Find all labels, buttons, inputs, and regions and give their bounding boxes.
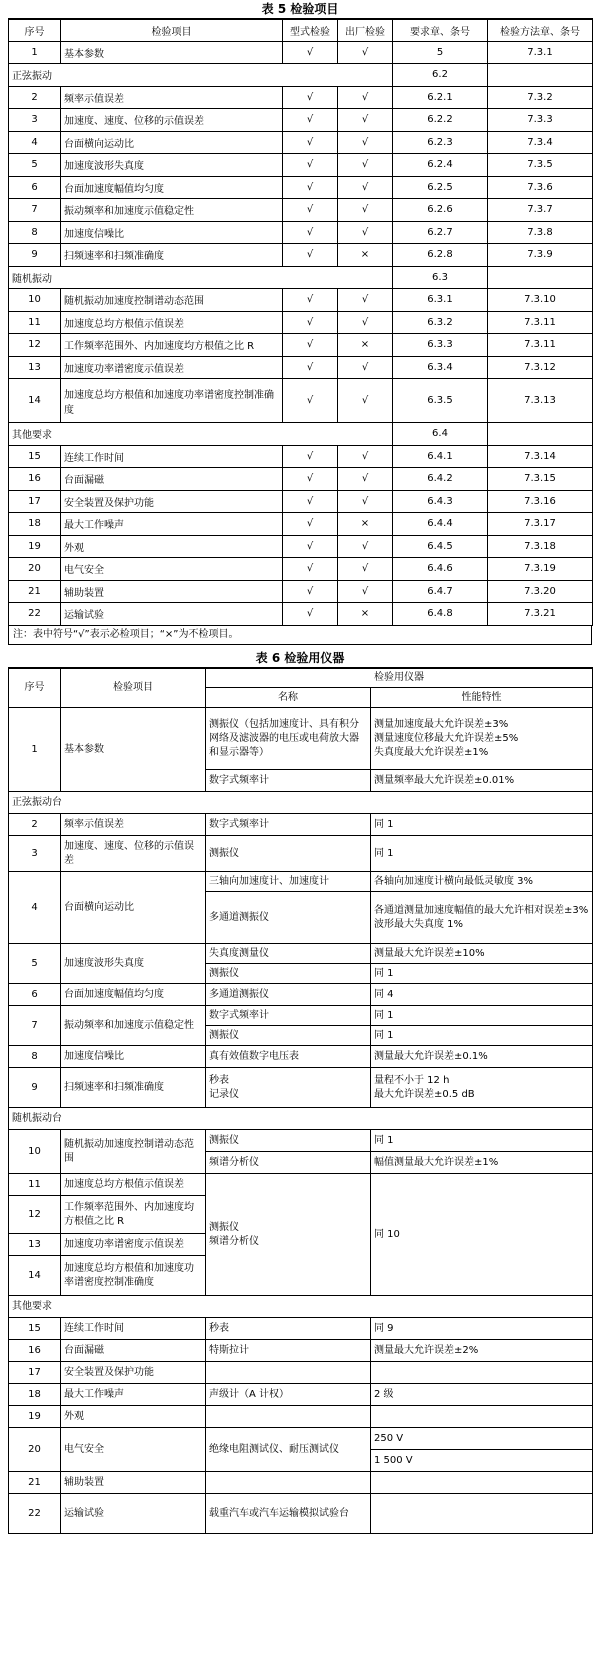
row-number: 17	[9, 490, 61, 513]
item-name: 工作频率范围外、内加速度均方根值之比 R	[61, 1196, 206, 1234]
table5-caption: 表 5 检验项目	[261, 2, 339, 16]
item-name: 工作频率范围外、内加速度均方根值之比 R	[61, 334, 283, 357]
row-number: 12	[9, 334, 61, 357]
table-row	[9, 334, 593, 357]
factory-test-mark: √	[338, 379, 393, 423]
type-test-mark: √	[283, 289, 338, 312]
performance-cell: 同 1	[371, 836, 593, 872]
row-number: 3	[9, 836, 61, 872]
performance-line: 各通道测量加速度幅值的最大允许相对误差±3%	[374, 904, 589, 916]
table-row	[9, 356, 593, 379]
requirement-clause: 6.3.5	[393, 379, 488, 423]
table-row	[9, 41, 593, 64]
row-number: 22	[9, 603, 61, 626]
item-name: 加速度、速度、位移的示值误差	[61, 109, 283, 132]
factory-test-mark: ×	[338, 334, 393, 357]
row-number: 1	[9, 41, 61, 64]
row-number: 18	[9, 1384, 61, 1406]
table-row	[9, 199, 593, 222]
requirement-clause: 6.3.3	[393, 334, 488, 357]
method-clause: 7.3.9	[488, 244, 593, 267]
performance-cell: 各轴向加速度计横向最低灵敏度 3%	[371, 872, 593, 892]
type-test-mark: √	[283, 580, 338, 603]
requirement-clause: 6.2.6	[393, 199, 488, 222]
instrument-name: 测振仪	[206, 836, 371, 872]
row-number: 11	[9, 311, 61, 334]
requirement-clause: 6.4.8	[393, 603, 488, 626]
section-name: 其他要求	[9, 423, 393, 446]
row-number: 7	[9, 199, 61, 222]
table-row	[9, 289, 593, 312]
instrument-name: 绝缘电阻测试仪、耐压测试仪	[206, 1428, 371, 1472]
performance-cell: 幅值测量最大允许误差±1%	[371, 1152, 593, 1174]
type-test-mark: √	[283, 199, 338, 222]
table-row	[9, 131, 593, 154]
performance-cell: 同 9	[371, 1318, 593, 1340]
instrument-name	[206, 1472, 371, 1494]
header-cell: 检验项目	[61, 668, 206, 708]
type-test-mark: √	[283, 490, 338, 513]
method-clause: 7.3.11	[488, 334, 593, 357]
item-name: 最大工作噪声	[61, 1384, 206, 1406]
section-name: 随机振动	[9, 266, 393, 289]
item-name: 振动频率和加速度示值稳定性	[61, 199, 283, 222]
performance-cell: 同 10	[371, 1174, 593, 1296]
table-row	[9, 490, 593, 513]
table-row	[9, 244, 593, 267]
table-row	[9, 379, 593, 423]
row-number: 7	[9, 1006, 61, 1046]
instrument-name: 频谱分析仪	[206, 1152, 371, 1174]
method-clause: 7.3.13	[488, 379, 593, 423]
requirement-clause: 6.4.2	[393, 468, 488, 491]
instrument-line: 频谱分析仪	[209, 1235, 259, 1247]
performance-line: 失真度最大允许误差±1%	[374, 746, 489, 758]
performance-cell: 测量最大允许误差±2%	[371, 1340, 593, 1362]
item-name: 扫频速率和扫频准确度	[61, 244, 283, 267]
item-name: 加速度信噪比	[61, 1046, 206, 1068]
factory-test-mark: √	[338, 535, 393, 558]
table-row	[9, 221, 593, 244]
item-name: 台面加速度幅值均匀度	[61, 984, 206, 1006]
method-clause: 7.3.20	[488, 580, 593, 603]
item-name: 基本参数	[61, 41, 283, 64]
item-name: 外观	[61, 535, 283, 558]
performance-line: 测量加速度最大允许误差±3%	[374, 718, 509, 730]
performance-cell: 1 500 V	[371, 1450, 593, 1472]
table-row	[9, 535, 593, 558]
factory-test-mark: √	[338, 176, 393, 199]
factory-test-mark: √	[338, 356, 393, 379]
item-name: 外观	[61, 1406, 206, 1428]
performance-cell	[371, 708, 593, 770]
requirement-clause: 6.3	[393, 266, 488, 289]
factory-test-mark: √	[338, 199, 393, 222]
method-clause: 7.3.18	[488, 535, 593, 558]
row-number: 14	[9, 379, 61, 423]
instrument-name: 三轴向加速度计、加速度计	[206, 872, 371, 892]
row-number: 21	[9, 1472, 61, 1494]
section-row	[9, 64, 593, 87]
method-clause: 7.3.4	[488, 131, 593, 154]
requirement-clause: 6.4.4	[393, 513, 488, 536]
factory-test-mark: ×	[338, 513, 393, 536]
factory-test-mark: √	[338, 86, 393, 109]
factory-test-mark: √	[338, 580, 393, 603]
row-number: 5	[9, 944, 61, 984]
row-number: 19	[9, 535, 61, 558]
row-number: 11	[9, 1174, 61, 1196]
type-test-mark: √	[283, 334, 338, 357]
row-number: 9	[9, 1068, 61, 1108]
performance-cell: 同 1	[371, 814, 593, 836]
row-number: 20	[9, 558, 61, 581]
item-name: 基本参数	[61, 708, 206, 792]
method-clause: 7.3.7	[488, 199, 593, 222]
item-name: 振动频率和加速度示值稳定性	[61, 1006, 206, 1046]
instrument-name: 多通道测振仪	[206, 984, 371, 1006]
requirement-clause: 6.4.1	[393, 445, 488, 468]
requirement-clause: 6.2	[393, 64, 488, 87]
factory-test-mark: √	[338, 558, 393, 581]
instrument-name	[206, 1362, 371, 1384]
row-number: 13	[9, 356, 61, 379]
factory-test-mark: √	[338, 445, 393, 468]
item-name: 运输试验	[61, 603, 283, 626]
type-test-mark: √	[283, 221, 338, 244]
requirement-clause: 6.3.4	[393, 356, 488, 379]
header-cell: 名称	[206, 688, 371, 708]
performance-cell: 同 1	[371, 1130, 593, 1152]
method-clause: 7.3.3	[488, 109, 593, 132]
row-number: 10	[9, 289, 61, 312]
instrument-line: 测振仪	[209, 1221, 239, 1233]
instrument-name: 数字式频率计	[206, 1006, 371, 1026]
method-clause: 7.3.1	[488, 41, 593, 64]
item-name: 台面横向运动比	[61, 872, 206, 944]
method-clause	[488, 64, 593, 87]
type-test-mark: √	[283, 244, 338, 267]
method-clause: 7.3.10	[488, 289, 593, 312]
requirement-clause: 6.2.4	[393, 154, 488, 177]
performance-cell: 250 V	[371, 1428, 593, 1450]
table6-caption: 表 6 检验用仪器	[255, 650, 345, 665]
instrument-name: 测振仪	[206, 964, 371, 984]
method-clause: 7.3.5	[488, 154, 593, 177]
type-test-mark: √	[283, 41, 338, 64]
method-clause: 7.3.19	[488, 558, 593, 581]
table-row	[9, 311, 593, 334]
row-number: 2	[9, 86, 61, 109]
method-clause: 7.3.8	[488, 221, 593, 244]
performance-cell	[371, 1068, 593, 1108]
instrument-name: 载重汽车或汽车运输模拟试验台	[206, 1494, 371, 1534]
row-number: 2	[9, 814, 61, 836]
header-cell: 性能特性	[371, 688, 593, 708]
method-clause	[488, 266, 593, 289]
type-test-mark: √	[283, 535, 338, 558]
row-number: 8	[9, 221, 61, 244]
performance-cell: 测量最大允许误差±10%	[371, 944, 593, 964]
table-row	[9, 109, 593, 132]
item-name: 辅助装置	[61, 580, 283, 603]
type-test-mark: √	[283, 445, 338, 468]
factory-test-mark: √	[338, 41, 393, 64]
header-cell: 出厂检验	[338, 19, 393, 41]
table-row	[9, 513, 593, 536]
performance-line: 波形最大失真度 1%	[374, 918, 464, 930]
item-name: 加速度总均方根值示值误差	[61, 1174, 206, 1196]
header-cell: 检验方法章、条号	[488, 19, 593, 41]
factory-test-mark: √	[338, 311, 393, 334]
row-number: 15	[9, 1318, 61, 1340]
instrument-name	[206, 1406, 371, 1428]
instrument-name: 秒表	[206, 1318, 371, 1340]
method-clause: 7.3.17	[488, 513, 593, 536]
item-name: 加速度总均方根值和加速度功率谱密度控制准确度	[61, 379, 283, 423]
row-number: 22	[9, 1494, 61, 1534]
table5-note: 注：表中符号“√”表示必检项目；“×”为不检项目。	[8, 626, 592, 645]
performance-cell	[371, 1406, 593, 1428]
requirement-clause: 6.2.8	[393, 244, 488, 267]
instrument-name: 声级计（A 计权）	[206, 1384, 371, 1406]
item-name: 随机振动加速度控制谱动态范围	[61, 1130, 206, 1174]
header-cell: 序号	[9, 19, 61, 41]
section-row	[9, 423, 593, 446]
instrument-name	[206, 1068, 371, 1108]
performance-cell	[371, 1494, 593, 1534]
section-row: 正弦振动台	[9, 792, 593, 814]
method-clause: 7.3.11	[488, 311, 593, 334]
performance-cell: 测量频率最大允许误差±0.01%	[371, 770, 593, 792]
item-name: 加速度、速度、位移的示值误差	[61, 836, 206, 872]
requirement-clause: 6.4.3	[393, 490, 488, 513]
row-number: 18	[9, 513, 61, 536]
performance-cell: 同 1	[371, 1006, 593, 1026]
requirement-clause: 6.4.7	[393, 580, 488, 603]
table-row	[9, 603, 593, 626]
type-test-mark: √	[283, 379, 338, 423]
item-name: 台面漏磁	[61, 1340, 206, 1362]
performance-line: 量程不小于 12 h	[374, 1074, 450, 1086]
item-name: 最大工作噪声	[61, 513, 283, 536]
requirement-clause: 6.4	[393, 423, 488, 446]
row-number: 3	[9, 109, 61, 132]
type-test-mark: √	[283, 109, 338, 132]
method-clause	[488, 423, 593, 446]
factory-test-mark: √	[338, 109, 393, 132]
factory-test-mark: √	[338, 490, 393, 513]
row-number: 5	[9, 154, 61, 177]
row-number: 17	[9, 1362, 61, 1384]
table-row	[9, 154, 593, 177]
method-clause: 7.3.6	[488, 176, 593, 199]
row-number: 20	[9, 1428, 61, 1472]
type-test-mark: √	[283, 154, 338, 177]
row-number: 13	[9, 1234, 61, 1256]
row-number: 15	[9, 445, 61, 468]
row-number: 6	[9, 176, 61, 199]
section-row: 随机振动台	[9, 1108, 593, 1130]
type-test-mark: √	[283, 131, 338, 154]
table-row	[9, 468, 593, 491]
row-number: 4	[9, 131, 61, 154]
item-name: 频率示值误差	[61, 86, 283, 109]
instrument-name: 数字式频率计	[206, 770, 371, 792]
factory-test-mark: √	[338, 221, 393, 244]
row-number: 19	[9, 1406, 61, 1428]
factory-test-mark: √	[338, 131, 393, 154]
row-number: 12	[9, 1196, 61, 1234]
method-clause: 7.3.14	[488, 445, 593, 468]
method-clause: 7.3.2	[488, 86, 593, 109]
type-test-mark: √	[283, 356, 338, 379]
method-clause: 7.3.21	[488, 603, 593, 626]
item-name: 加速度信噪比	[61, 221, 283, 244]
performance-cell	[371, 1472, 593, 1494]
item-name: 连续工作时间	[61, 1318, 206, 1340]
factory-test-mark: √	[338, 468, 393, 491]
table5-header-row	[9, 19, 593, 41]
instrument-name: 测振仪	[206, 1130, 371, 1152]
method-clause: 7.3.16	[488, 490, 593, 513]
factory-test-mark: ×	[338, 244, 393, 267]
requirement-clause: 6.2.2	[393, 109, 488, 132]
requirement-clause: 6.2.7	[393, 221, 488, 244]
instrument-name: 特斯拉计	[206, 1340, 371, 1362]
item-name: 随机振动加速度控制谱动态范围	[61, 289, 283, 312]
item-name: 连续工作时间	[61, 445, 283, 468]
table-row	[9, 86, 593, 109]
requirement-clause: 6.2.5	[393, 176, 488, 199]
requirement-clause: 6.2.1	[393, 86, 488, 109]
requirement-clause: 5	[393, 41, 488, 64]
row-number: 16	[9, 1340, 61, 1362]
item-name: 加速度功率谱密度示值误差	[61, 1234, 206, 1256]
instrument-name	[206, 1174, 371, 1296]
section-name: 正弦振动	[9, 64, 393, 87]
type-test-mark: √	[283, 558, 338, 581]
header-cell: 检验项目	[61, 19, 283, 41]
row-number: 4	[9, 872, 61, 944]
requirement-clause: 6.4.5	[393, 535, 488, 558]
item-name: 扫频速率和扫频准确度	[61, 1068, 206, 1108]
performance-cell	[371, 1362, 593, 1384]
row-number: 10	[9, 1130, 61, 1174]
factory-test-mark: √	[338, 154, 393, 177]
requirement-clause: 6.4.6	[393, 558, 488, 581]
row-number: 9	[9, 244, 61, 267]
type-test-mark: √	[283, 86, 338, 109]
row-number: 1	[9, 708, 61, 792]
performance-cell: 测量最大允许误差±0.1%	[371, 1046, 593, 1068]
item-name: 加速度波形失真度	[61, 944, 206, 984]
table-row	[9, 558, 593, 581]
item-name: 运输试验	[61, 1494, 206, 1534]
performance-line: 测量速度位移最大允许误差±5%	[374, 732, 519, 744]
performance-line: 最大允许误差±0.5 dB	[374, 1088, 475, 1100]
requirement-clause: 6.3.1	[393, 289, 488, 312]
inspection-items-table	[8, 18, 593, 626]
performance-cell: 2 级	[371, 1384, 593, 1406]
item-name: 电气安全	[61, 1428, 206, 1472]
header-cell: 要求章、条号	[393, 19, 488, 41]
row-number: 16	[9, 468, 61, 491]
performance-cell	[371, 892, 593, 944]
instrument-name: 测振仪	[206, 1026, 371, 1046]
item-name: 加速度总均方根值和加速度功率谱密度控制准确度	[61, 1256, 206, 1296]
section-row	[9, 266, 593, 289]
row-number: 21	[9, 580, 61, 603]
item-name: 台面漏磁	[61, 468, 283, 491]
performance-cell: 同 1	[371, 1026, 593, 1046]
instrument-name: 失真度测量仪	[206, 944, 371, 964]
instrument-name: 测振仪（包括加速度计、具有积分网络及滤波器的电压或电荷放大器和显示器等）	[206, 708, 371, 770]
instrument-line: 秒表	[209, 1074, 229, 1086]
item-name: 台面横向运动比	[61, 131, 283, 154]
item-name: 加速度总均方根值示值误差	[61, 311, 283, 334]
item-name: 安全装置及保护功能	[61, 490, 283, 513]
item-name: 台面加速度幅值均匀度	[61, 176, 283, 199]
factory-test-mark: √	[338, 289, 393, 312]
row-number: 6	[9, 984, 61, 1006]
table-row	[9, 445, 593, 468]
item-name: 加速度波形失真度	[61, 154, 283, 177]
header-cell: 检验用仪器	[206, 668, 593, 688]
instrument-name: 真有效值数字电压表	[206, 1046, 371, 1068]
item-name: 加速度功率谱密度示值误差	[61, 356, 283, 379]
inspection-instruments-table	[8, 667, 593, 1535]
performance-cell: 同 1	[371, 964, 593, 984]
item-name: 辅助装置	[61, 1472, 206, 1494]
requirement-clause: 6.3.2	[393, 311, 488, 334]
item-name: 电气安全	[61, 558, 283, 581]
instrument-line: 记录仪	[209, 1088, 239, 1100]
table-row	[9, 580, 593, 603]
performance-cell: 同 4	[371, 984, 593, 1006]
instrument-name: 数字式频率计	[206, 814, 371, 836]
header-cell: 序号	[9, 668, 61, 708]
type-test-mark: √	[283, 176, 338, 199]
row-number: 14	[9, 1256, 61, 1296]
method-clause: 7.3.15	[488, 468, 593, 491]
type-test-mark: √	[283, 468, 338, 491]
type-test-mark: √	[283, 311, 338, 334]
row-number: 8	[9, 1046, 61, 1068]
type-test-mark: √	[283, 603, 338, 626]
table-row	[9, 176, 593, 199]
header-cell: 型式检验	[283, 19, 338, 41]
item-name: 安全装置及保护功能	[61, 1362, 206, 1384]
instrument-name: 多通道测振仪	[206, 892, 371, 944]
section-row: 其他要求	[9, 1296, 593, 1318]
factory-test-mark: ×	[338, 603, 393, 626]
requirement-clause: 6.2.3	[393, 131, 488, 154]
item-name: 频率示值误差	[61, 814, 206, 836]
type-test-mark: √	[283, 513, 338, 536]
method-clause: 7.3.12	[488, 356, 593, 379]
